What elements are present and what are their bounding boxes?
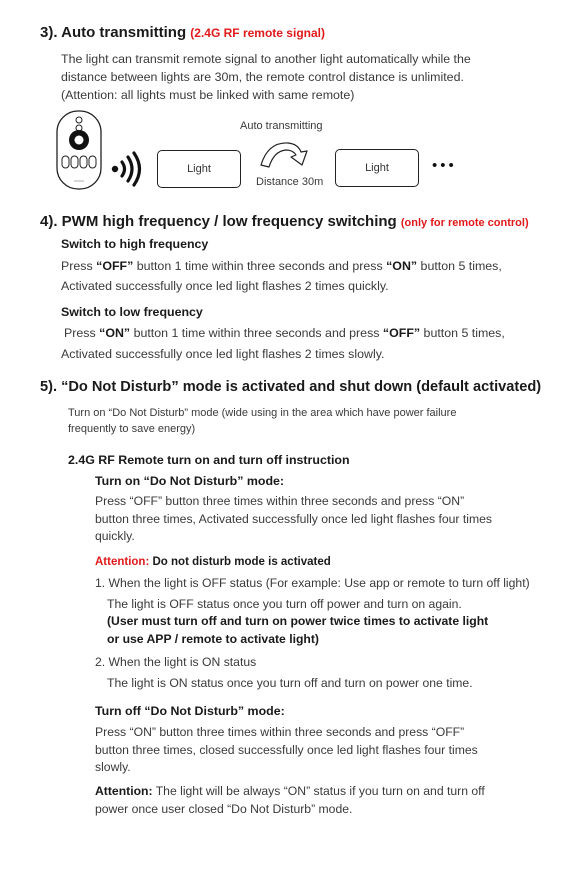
high-frequency-heading: Switch to high frequency bbox=[61, 237, 209, 251]
section-3-title-note: (2.4G RF remote signal) bbox=[190, 26, 325, 40]
light-box-2-label: Light bbox=[365, 162, 389, 174]
attention-2-text-1: The light will be always “ON” status if you turn on and turn off bbox=[155, 784, 485, 798]
text-on-bold: “ON” bbox=[99, 326, 131, 340]
rf-remote-heading: 2.4G RF Remote turn on and turn off instruction bbox=[68, 453, 350, 467]
light-box-1 bbox=[157, 150, 241, 188]
low-frequency-line-2: Activated successfully once led light flashes 2 times slowly. bbox=[61, 347, 385, 361]
signal-waves-icon bbox=[110, 151, 144, 192]
text-end: button 5 times, bbox=[420, 259, 502, 273]
turn-on-dnd-line: Press “OFF” button three times within three seconds and press “ON” bbox=[95, 494, 465, 508]
distance-label: Distance 30m bbox=[256, 176, 324, 188]
section-3-body-line: (Attention: all lights must be linked with same remote) bbox=[61, 88, 355, 102]
text-press: Press bbox=[64, 326, 96, 340]
low-frequency-line-1 bbox=[64, 324, 505, 342]
turn-off-dnd-line: slowly. bbox=[95, 760, 131, 774]
text-press: Press bbox=[61, 259, 93, 273]
item-2-heading: 2. When the light is ON status bbox=[95, 655, 257, 669]
section-5-intro-line: Turn on “Do Not Disturb” mode (wide using in the area which have power failure bbox=[68, 407, 457, 419]
text-off-bold: “OFF” bbox=[96, 259, 134, 273]
section-5-intro-line: frequently to save energy) bbox=[68, 423, 196, 435]
section-4-title-text: 4). PWM high frequency / low frequency switching bbox=[40, 213, 397, 230]
turn-on-dnd-line: button three times, Activated successfully once led light flashes four times bbox=[95, 511, 492, 526]
turn-off-dnd-heading: Turn off “Do Not Disturb” mode: bbox=[95, 704, 285, 718]
item-2-line-1: The light is ON status once you turn off and turn on power one time. bbox=[107, 676, 473, 690]
attention-2 bbox=[95, 783, 485, 818]
section-3-body-line: The light can transmit remote signal to another light automatically while the bbox=[61, 52, 471, 66]
attention-1-label: Attention: bbox=[95, 556, 150, 568]
turn-on-dnd-heading: Turn on “Do Not Disturb” mode: bbox=[95, 474, 285, 488]
high-frequency-line-2: Activated successfully once led light flashes 2 times quickly. bbox=[61, 279, 389, 293]
item-1-heading: 1. When the light is OFF status (For example: Use app or remote to turn off light) bbox=[95, 576, 530, 590]
light-box-2 bbox=[335, 149, 419, 187]
section-3-body-line: distance between lights are 30m, the remote control distance is unlimited. bbox=[61, 70, 464, 84]
text-end: button 5 times, bbox=[423, 326, 505, 340]
turn-on-dnd-body bbox=[95, 493, 492, 546]
turn-off-dnd-body bbox=[95, 724, 478, 777]
attention-1-text: Do not disturb mode is activated bbox=[152, 556, 331, 568]
section-5-intro bbox=[68, 405, 456, 437]
section-5-title: 5). “Do Not Disturb” mode is activated and shut down (default activated) bbox=[40, 379, 542, 395]
text-off-bold: “OFF” bbox=[382, 326, 421, 340]
section-4-title-note: (only for remote control) bbox=[400, 217, 529, 229]
section-3-title-text: 3). Auto transmitting bbox=[40, 24, 187, 41]
light-box-1-label: Light bbox=[187, 163, 211, 175]
text-on-bold: “ON” bbox=[386, 259, 418, 273]
section-4-title bbox=[40, 213, 529, 230]
turn-off-dnd-line: Press “ON” button three times within three seconds and press “OFF” bbox=[95, 725, 465, 739]
attention-1 bbox=[95, 556, 331, 568]
section-3-title bbox=[40, 24, 325, 41]
attention-2-label: Attention: bbox=[95, 784, 153, 798]
turn-on-dnd-line: quickly. bbox=[95, 529, 135, 543]
ellipsis-icon: ••• bbox=[432, 157, 457, 174]
low-frequency-heading: Switch to low frequency bbox=[61, 305, 203, 319]
item-1-bold-line-1: (User must turn off and turn on power twice times to activate light bbox=[107, 614, 489, 628]
attention-2-text-2: power once user closed “Do Not Disturb” mode. bbox=[95, 801, 353, 816]
turn-off-dnd-line: button three times, closed successfully once led light flashes four times bbox=[95, 742, 478, 757]
section-3-body bbox=[61, 50, 471, 104]
item-1-bold-line-2: or use APP / remote to activate light) bbox=[107, 632, 319, 646]
text-mid: button 1 time within three seconds and press bbox=[136, 259, 383, 273]
curved-arrow-icon bbox=[258, 137, 312, 176]
text-mid: button 1 time within three seconds and press bbox=[133, 326, 380, 340]
item-1-line-1: The light is OFF status once you turn off power and turn on again. bbox=[107, 597, 462, 611]
high-frequency-line-1 bbox=[61, 257, 502, 275]
auto-transmitting-label: Auto transmitting bbox=[240, 120, 323, 132]
remote-icon bbox=[56, 110, 102, 190]
